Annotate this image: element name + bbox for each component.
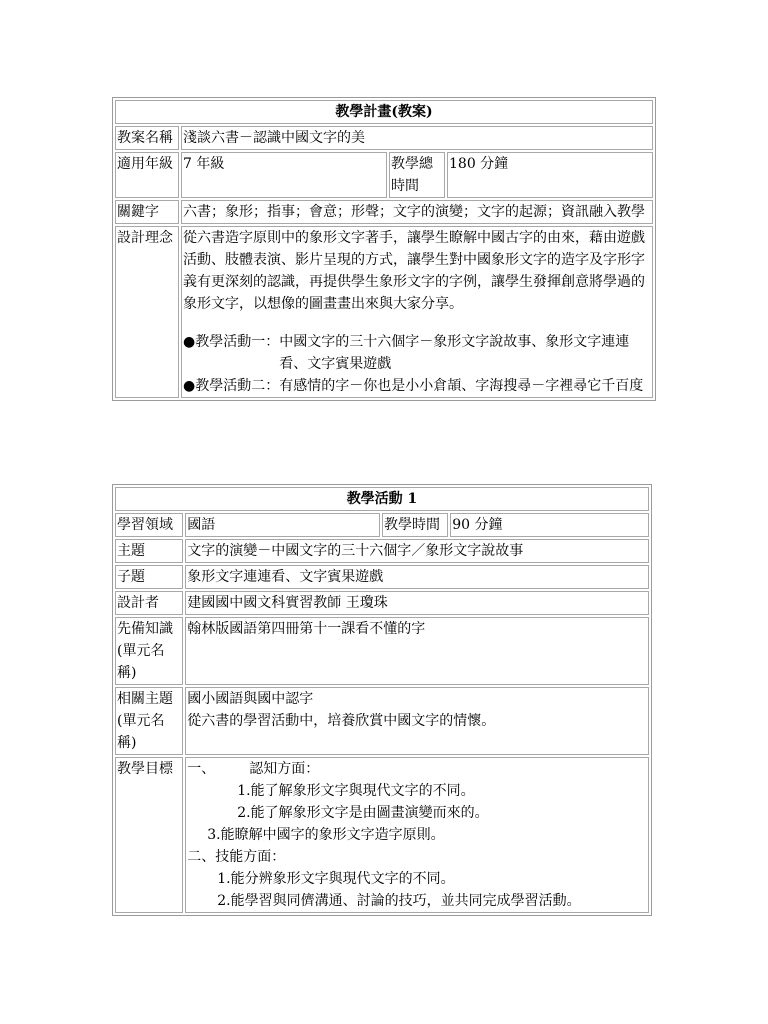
keywords-value: 六書；象形；指事；會意；形聲；文字的演變；文字的起源；資訊融入教學 — [181, 200, 653, 224]
related-topic-label: 相關主題(單元名稱) — [115, 687, 183, 755]
goal-item: 1.能分辨象形文字與現代文字的不同。 — [217, 871, 455, 887]
goal-item: 3.能瞭解中國字的象形文字造字原則。 — [207, 827, 445, 843]
related-topic-line: 從六書的學習活動中，培養欣賞中國文字的情懷。 — [187, 713, 496, 729]
keywords-label: 關鍵字 — [115, 200, 179, 224]
goals-cell — [185, 757, 649, 913]
total-time-label: 教學總時間 — [389, 152, 445, 198]
activity-label: ●教學活動二： — [183, 378, 280, 394]
activity-time-label: 教學時間 — [382, 513, 448, 537]
grade-label: 適用年級 — [115, 152, 179, 198]
plan-name-label: 教案名稱 — [115, 126, 179, 150]
cognitive-heading — [187, 758, 647, 780]
concept-text: 從六書造字原則中的象形文字著手，讓學生瞭解中國古字的由來，藉由遊戲活動、肢體表演、影片呈現的方式，讓學生對中國象形文字的造字及字形字義有更深刻的認識，再提供學生象形文字的字例，讓學生發揮創意將學過的象形文字，以想像的圖畫畫出來與大家分享。 — [183, 230, 645, 312]
activity-time-value: 90 分鐘 — [450, 513, 649, 537]
grade-value: 7 年級 — [181, 152, 387, 198]
topic-label: 主題 — [115, 539, 183, 563]
concept-cell — [181, 226, 653, 398]
domain-label: 學習領域 — [115, 513, 183, 537]
activity-item — [183, 375, 651, 397]
designer-label: 設計者 — [115, 591, 183, 615]
designer-value: 建國國中國文科實習教師 王瓊珠 — [185, 591, 649, 615]
activity-text: 有感情的字－你也是小小倉頡、字海搜尋－字裡尋它千百度 — [279, 378, 644, 394]
cognitive-title: 認知方面： — [249, 761, 320, 777]
plan-title: 教學計畫(教案) — [115, 100, 653, 124]
goal-item: 2.能學習與同儕溝通、討論的技巧，並共同完成學習活動。 — [217, 893, 581, 909]
lesson-plan-table — [112, 97, 656, 401]
activity1-title: 教學活動 1 — [115, 487, 649, 511]
related-topic-line: 國小國語與國中認字 — [187, 691, 314, 707]
topic-value: 文字的演變－中國文字的三十六個字／象形文字說故事 — [185, 539, 649, 563]
concept-label: 設計理念 — [115, 226, 179, 398]
subtopic-value: 象形文字連連看、文字賓果遊戲 — [185, 565, 649, 589]
skills-heading: 二、技能方面： — [187, 849, 286, 865]
activity-label: ●教學活動一： — [183, 334, 280, 350]
goal-item: 2.能了解象形文字是由圖畫演變而來的。 — [237, 805, 489, 821]
activity-text: 中國文字的三十六個字－象形文字說故事、象形文字連連看、文字賓果遊戲 — [279, 334, 630, 372]
goal-item: 1.能了解象形文字與現代文字的不同。 — [237, 783, 475, 799]
goals-label: 教學目標 — [115, 757, 183, 913]
domain-value: 國語 — [185, 513, 380, 537]
prior-knowledge-label: 先備知識(單元名稱) — [115, 617, 183, 685]
plan-name-value: 淺談六書－認識中國文字的美 — [181, 126, 653, 150]
subtopic-label: 子題 — [115, 565, 183, 589]
activity1-table — [112, 484, 652, 916]
related-topic-cell — [185, 687, 649, 755]
activity-item — [183, 331, 651, 375]
prior-knowledge-value: 翰林版國語第四冊第十一課看不懂的字 — [185, 617, 649, 685]
cognitive-number: 一、 — [187, 761, 216, 777]
total-time-value: 180 分鐘 — [447, 152, 653, 198]
